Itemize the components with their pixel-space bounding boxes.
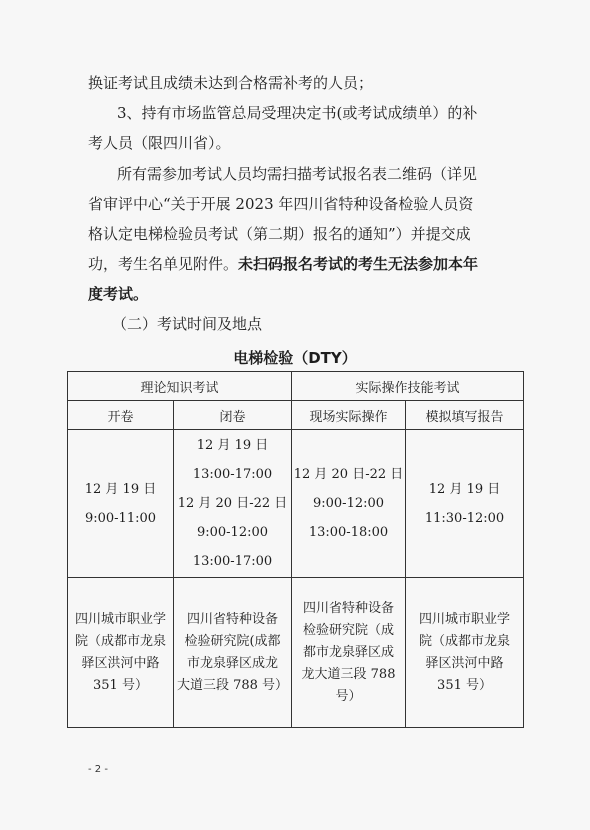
exam-schedule-table	[67, 371, 524, 728]
paragraph-line: 格认定电梯检验员考试（第二期）报名的通知”）并提交成	[88, 225, 471, 243]
table-row	[68, 401, 524, 430]
table-title: 电梯检验（DTY）	[233, 349, 357, 367]
table-row	[68, 430, 524, 578]
cell-text: 四川城市职业学	[74, 611, 166, 627]
paragraph-line: 换证考试且成绩未达到合格需补考的人员；	[88, 74, 374, 92]
paragraph-line: 3、持有市场监管总局受理决定书(或考试成绩单）的补	[117, 104, 478, 122]
time-cell	[68, 430, 174, 578]
emphasis-text: 未扫码报名考试的考生无法参加本年	[238, 255, 479, 273]
cell-text: 检验研究院(成都	[184, 633, 281, 649]
cell-text: 12 月 20 日-22 日	[293, 467, 404, 482]
paragraph-line: 省审评中心“关于开展 2023 年四川省特种设备检验人员资	[88, 195, 474, 213]
time-cell	[174, 430, 292, 578]
time-cell	[406, 430, 524, 578]
cell-text: 12 月 20 日-22 日	[177, 496, 288, 511]
cell-text: 12 月 19 日	[428, 481, 501, 497]
paragraph-line: 考人员（限四川省）。	[88, 134, 231, 152]
cell-text: 9:00-11:00	[84, 510, 157, 526]
cell-text: 13:00-17:00	[192, 554, 273, 569]
cell-text: 大道三段 788 号）	[176, 677, 289, 693]
location-cell	[406, 578, 524, 728]
column-header: 闭卷	[174, 401, 292, 430]
cell-text: 12 月 19 日	[196, 438, 269, 453]
cell-text: 9:00-12:00	[312, 496, 385, 511]
cell-text: 351 号）	[93, 677, 148, 693]
time-cell	[292, 430, 406, 578]
cell-text: 院（成都市龙泉	[74, 633, 166, 649]
location-cell	[68, 578, 174, 728]
cell-text: 号）	[335, 688, 362, 704]
cell-text: 351 号）	[437, 677, 492, 693]
column-header: 现场实际操作	[292, 401, 406, 430]
cell-text: 四川省特种设备	[187, 611, 279, 627]
cell-text: 市龙泉驿区成龙	[187, 655, 279, 671]
cell-text: 驿区洪河中路	[425, 655, 504, 671]
column-header: 开卷	[68, 401, 174, 430]
cell-text: 四川城市职业学	[419, 611, 511, 627]
cell-text: 13:00-18:00	[308, 525, 389, 540]
location-cell	[292, 578, 406, 728]
location-cell	[174, 578, 292, 728]
paragraph-line	[88, 254, 478, 274]
cell-text: 检验研究院（成	[303, 622, 395, 638]
page-number: - 2 -	[88, 764, 108, 775]
cell-text: 都市龙泉驿区成	[303, 644, 395, 660]
paragraph-line: 所有需参加考试人员均需扫描考试报名表二维码（详见	[117, 165, 478, 183]
emphasis-text: 度考试。	[88, 285, 149, 303]
group-header: 实际操作技能考试	[292, 372, 524, 401]
cell-text: 龙大道三段 788	[301, 666, 396, 682]
cell-text: 12 月 19 日	[84, 481, 157, 497]
table-row	[68, 578, 524, 728]
column-header: 模拟填写报告	[406, 401, 524, 430]
cell-text: 11:30-12:00	[424, 510, 505, 526]
group-header: 理论知识考试	[68, 372, 292, 401]
cell-text: 9:00-12:00	[196, 525, 269, 540]
table-row	[68, 372, 524, 401]
cell-text: 院（成都市龙泉	[419, 633, 511, 649]
cell-text: 13:00-17:00	[192, 467, 273, 482]
paragraph-text: 功，考生名单见附件。	[88, 255, 239, 273]
cell-text: 四川省特种设备	[303, 600, 395, 616]
section-heading: （二）考试时间及地点	[112, 315, 263, 333]
cell-text: 驿区洪河中路	[81, 655, 160, 671]
